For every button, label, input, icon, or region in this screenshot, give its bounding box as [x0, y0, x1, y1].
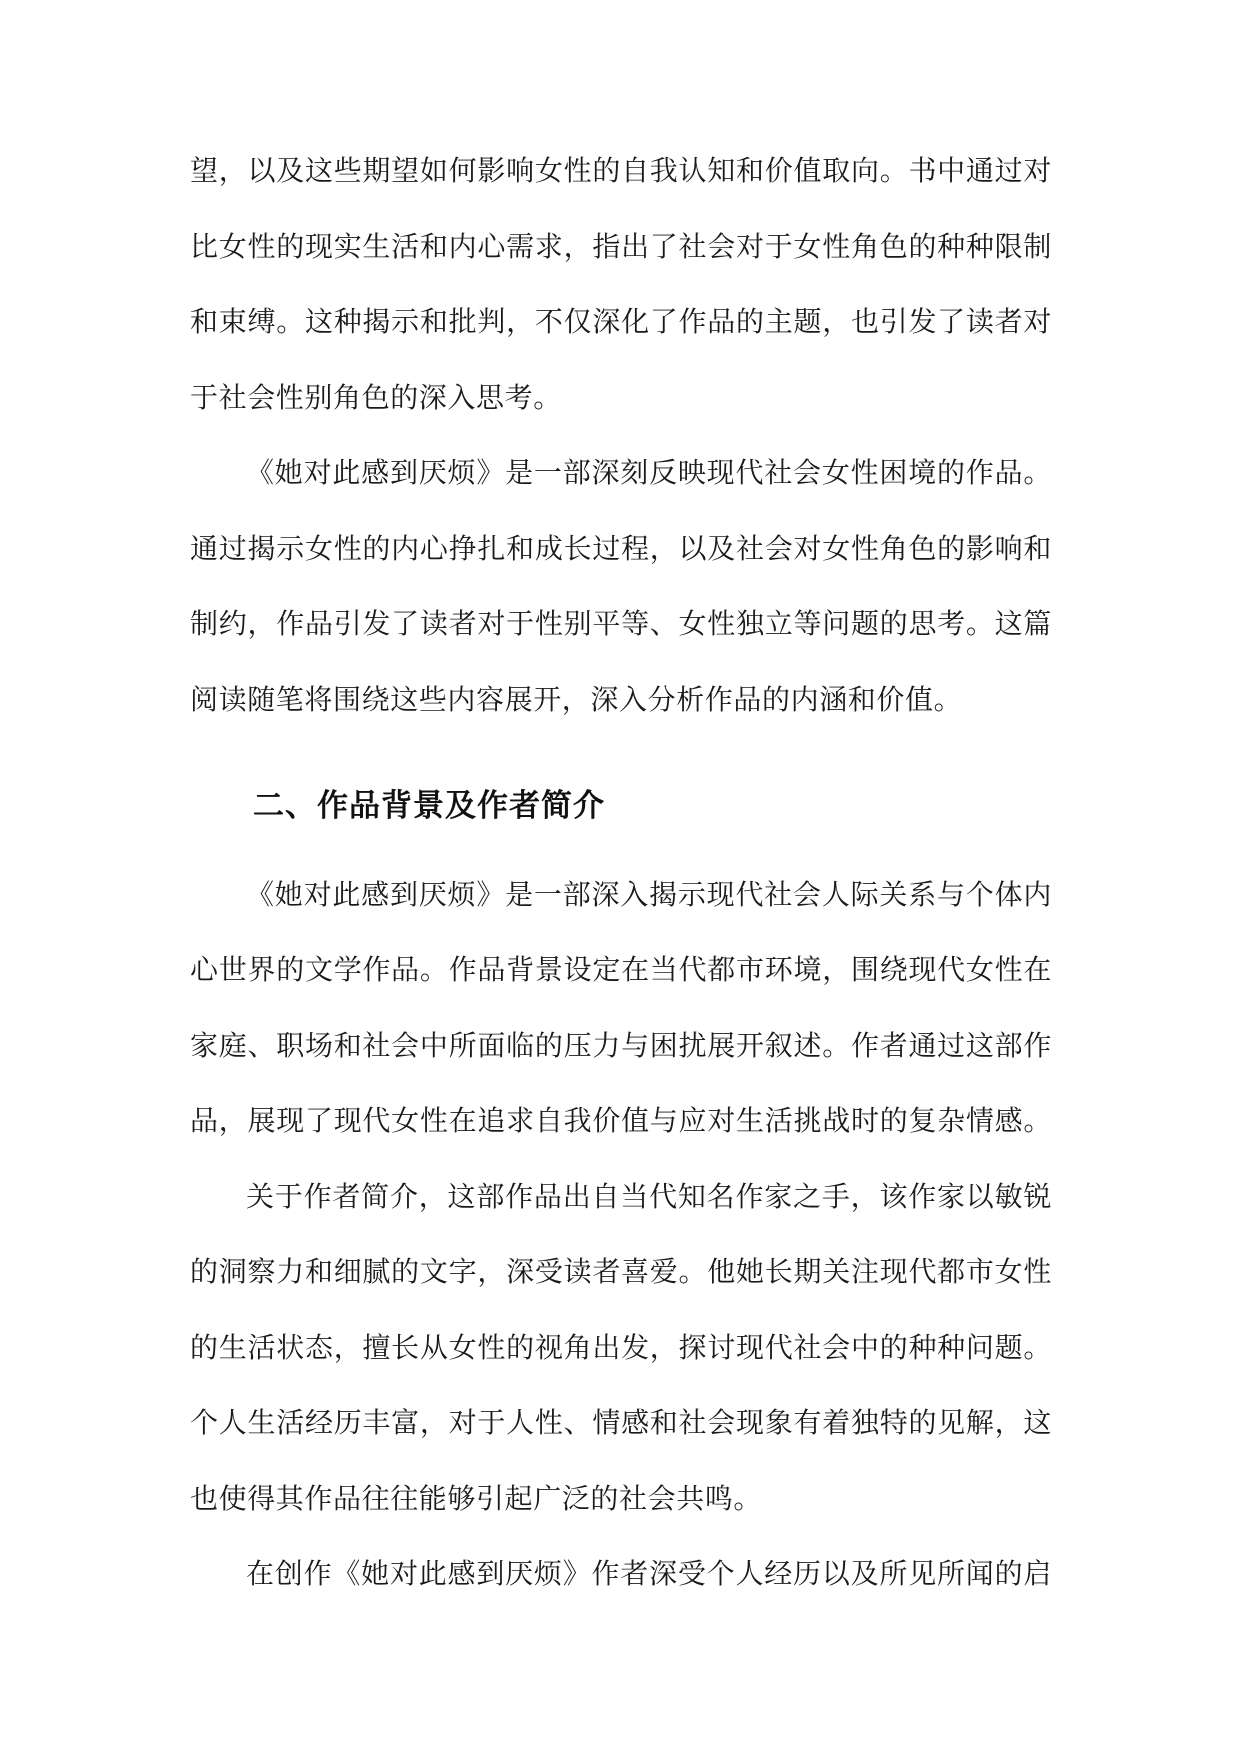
paragraph-1-line-1: 望，以及这些期望如何影响女性的自我认知和价值取向。书中通过对 [190, 154, 1052, 187]
paragraph-4-line-5: 也使得其作品往往能够引起广泛的社会共鸣。 [190, 1482, 763, 1515]
paragraph-3-line-2: 心世界的文学作品。作品背景设定在当代都市环境，围绕现代女性在 [190, 953, 1052, 986]
paragraph-2-line-3: 制约，作品引发了读者对于性别平等、女性独立等问题的思考。这篇 [190, 607, 1052, 640]
paragraph-4-line-2: 的洞察力和细腻的文字，深受读者喜爱。他她长期关注现代都市女性 [190, 1255, 1052, 1288]
paragraph-2-line-4: 阅读随笔将围绕这些内容展开，深入分析作品的内涵和价值。 [190, 683, 963, 716]
paragraph-1-line-4: 于社会性别角色的深入思考。 [190, 381, 562, 414]
paragraph-2-line-1: 《她对此感到厌烦》是一部深刻反映现代社会女性困境的作品。 [246, 456, 1052, 489]
paragraph-5-line-1: 在创作《她对此感到厌烦》作者深受个人经历以及所见所闻的启 [246, 1557, 1052, 1590]
section-heading: 二、作品背景及作者简介 [253, 788, 605, 824]
paragraph-4-line-3: 的生活状态，擅长从女性的视角出发，探讨现代社会中的种种问题。 [190, 1331, 1052, 1364]
paragraph-1-line-2: 比女性的现实生活和内心需求，指出了社会对于女性角色的种种限制 [190, 230, 1052, 263]
paragraph-4-line-4: 个人生活经历丰富，对于人性、情感和社会现象有着独特的见解，这 [190, 1406, 1052, 1439]
paragraph-3-line-4: 品，展现了现代女性在追求自我价值与应对生活挑战时的复杂情感。 [190, 1104, 1052, 1137]
paragraph-4-line-1: 关于作者简介，这部作品出自当代知名作家之手，该作家以敏锐 [246, 1180, 1052, 1213]
paragraph-3-line-1: 《她对此感到厌烦》是一部深入揭示现代社会人际关系与个体内 [246, 878, 1052, 911]
paragraph-3-line-3: 家庭、职场和社会中所面临的压力与困扰展开叙述。作者通过这部作 [190, 1029, 1052, 1062]
paragraph-1-line-3: 和束缚。这种揭示和批判，不仅深化了作品的主题，也引发了读者对 [190, 305, 1052, 338]
paragraph-2-line-2: 通过揭示女性的内心挣扎和成长过程，以及社会对女性角色的影响和 [190, 532, 1052, 565]
